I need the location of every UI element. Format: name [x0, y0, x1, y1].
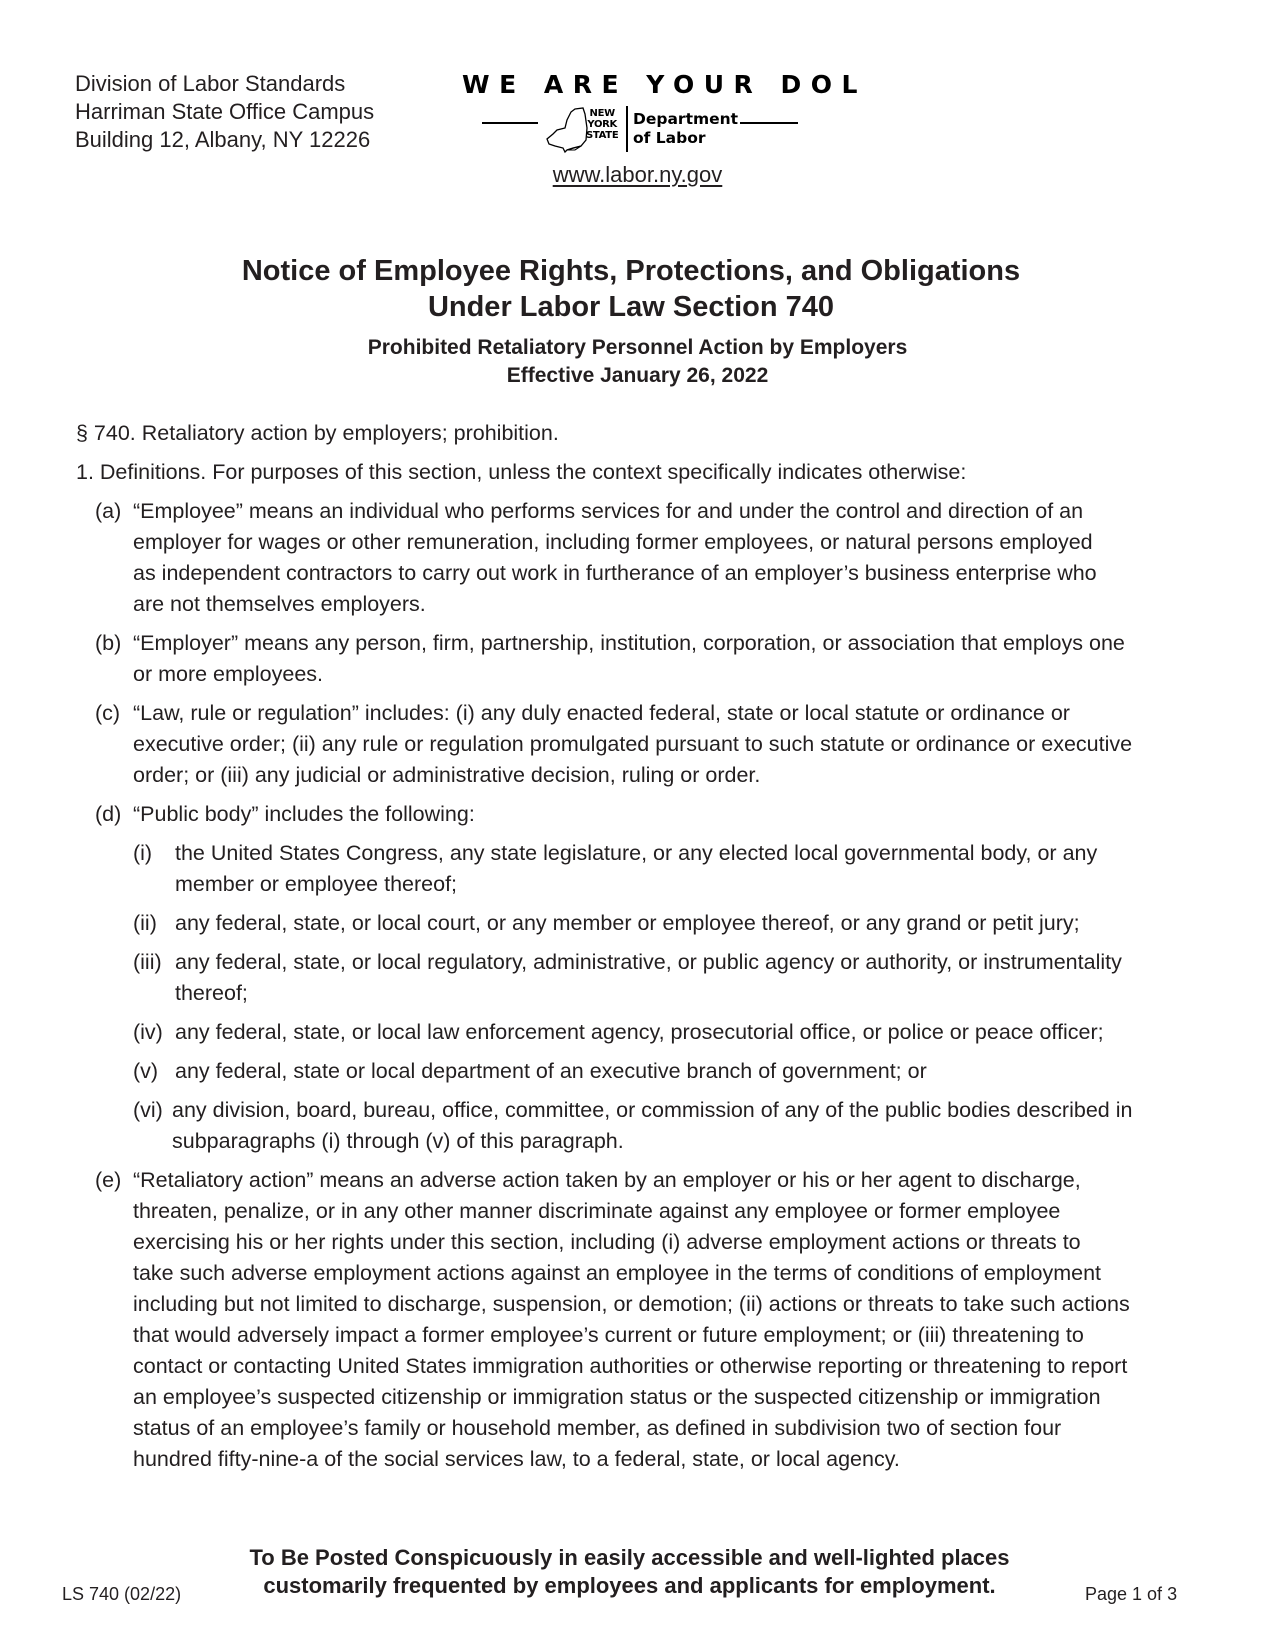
- subitem-text: member or employee thereof;: [175, 872, 458, 896]
- subitem-text: any federal, state or local department of an executive branch of government; or: [175, 1059, 927, 1083]
- subitem-label: (v): [133, 1059, 159, 1083]
- logo-divider: [626, 106, 628, 152]
- notice-title-line2: Under Labor Law Section 740: [427, 291, 835, 323]
- logo-dept-line: Department: [633, 110, 739, 128]
- subitem-text: thereof;: [175, 981, 248, 1005]
- definition-text: contact or contacting United States immigration authorities or otherwise reporting or threatening to report: [133, 1354, 1128, 1378]
- definition-text: “Employee” means an individual who performs services for and under the control and direction of an: [133, 499, 1084, 523]
- definition-text: take such adverse employment actions against an employee in the terms of conditions of employment: [133, 1261, 1102, 1285]
- definition-text: “Employer” means any person, firm, partnership, institution, corporation, or association that employs one: [133, 631, 1125, 655]
- definition-text: or more employees.: [133, 662, 323, 686]
- subitem-text: any division, board, bureau, office, committee, or commission of any of the public bodies described in: [172, 1098, 1133, 1122]
- logo-rule-right: [740, 122, 798, 124]
- definition-text: executive order; (ii) any rule or regulation promulgated pursuant to such statute or ordinance or executive: [133, 732, 1133, 756]
- office-address: [75, 70, 374, 154]
- posting-requirement-line2: customarily frequented by employees and applicants for employment.: [263, 1573, 996, 1598]
- page-number: Page 1 of 3: [1085, 1584, 1178, 1604]
- definition-text: threaten, penalize, or in any other manner discriminate against any employee or former employee: [133, 1199, 1061, 1223]
- dol-tagline: WE ARE YOUR DOL: [462, 70, 867, 99]
- notice-title: Notice of Employee Rights, Protections, and Obligations: [241, 255, 1021, 287]
- definition-text: that would adversely impact a former employee’s current or future employment; or (iii) threatening to: [133, 1323, 1084, 1347]
- department-of-labor-wordmark: [633, 110, 738, 148]
- definition-label: (c): [95, 701, 121, 725]
- logo-state-word: STATE: [586, 130, 619, 141]
- logo-state-word: NEW: [589, 108, 615, 119]
- subitem-label: (iv): [133, 1020, 163, 1044]
- definition-text: are not themselves employers.: [133, 592, 426, 616]
- subitem-text: any federal, state, or local regulatory, administrative, or public agency or authority, or instrumentality: [175, 950, 1122, 974]
- address-line: Harriman State Office Campus: [75, 99, 375, 124]
- subitem-label: (iii): [133, 950, 162, 974]
- website-link[interactable]: www.labor.ny.gov: [552, 162, 723, 187]
- address-line: Building 12, Albany, NY 12226: [75, 127, 371, 152]
- definition-text: exercising his or her rights under this section, including (i) adverse employment actions or threats to: [133, 1230, 1081, 1254]
- effective-date: Effective January 26, 2022: [506, 364, 769, 387]
- address-line: Division of Labor Standards: [75, 71, 346, 96]
- definition-label: (d): [95, 802, 122, 826]
- definition-label: (e): [95, 1168, 122, 1192]
- subitem-text: subparagraphs (i) through (v) of this paragraph.: [172, 1129, 624, 1153]
- logo-rule-left: [482, 122, 538, 124]
- subitem-label: (vi): [133, 1098, 163, 1122]
- new-york-state-wordmark: [586, 108, 618, 141]
- definitions-intro: 1. Definitions. For purposes of this section, unless the context specifically indicates otherwise:: [76, 460, 967, 484]
- definition-text: an employee’s suspected citizenship or immigration status or the suspected citizenship or immigration: [133, 1385, 1101, 1409]
- definition-text: employer for wages or other remuneration, including former employees, or natural persons employed: [133, 530, 1093, 554]
- definition-text: as independent contractors to carry out work in furtherance of an employer’s business enterprise who: [133, 561, 1097, 585]
- posting-requirement: To Be Posted Conspicuously in easily accessible and well-lighted places: [249, 1545, 1010, 1570]
- definition-text: “Retaliatory action” means an adverse action taken by an employer or his or her agent to discharge,: [133, 1168, 1081, 1192]
- subitem-label: (ii): [133, 911, 157, 935]
- definition-text: order; or (iii) any judicial or administrative decision, ruling or order.: [133, 763, 761, 787]
- subitem-text: any federal, state, or local court, or any member or employee thereof, or any grand or petit jury;: [175, 911, 1080, 935]
- subitem-text: any federal, state, or local law enforcement agency, prosecutorial office, or police or peace officer;: [175, 1020, 1104, 1044]
- definition-label: (a): [95, 499, 122, 523]
- subitem-label: (i): [133, 841, 153, 865]
- form-number: LS 740 (02/22): [62, 1584, 182, 1604]
- logo-state-word: YORK: [587, 119, 617, 130]
- definition-text: “Law, rule or regulation” includes: (i) any duly enacted federal, state or local statute or ordinance or: [133, 701, 1070, 725]
- section-heading: § 740. Retaliatory action by employers; prohibition.: [76, 421, 559, 445]
- logo-dept-line: of Labor: [633, 129, 706, 147]
- definition-label: (b): [95, 631, 122, 655]
- definition-text: including but not limited to discharge, suspension, or demotion; (ii) actions or threats to take such actions: [133, 1292, 1130, 1316]
- definition-text: hundred fifty-nine-a of the social services law, to a federal, state, or local agency.: [133, 1447, 900, 1471]
- definition-text: “Public body” includes the following:: [133, 802, 475, 826]
- notice-subtitle: Prohibited Retaliatory Personnel Action by Employers: [367, 336, 908, 359]
- subitem-text: the United States Congress, any state legislature, or any elected local governmental body, or any: [175, 841, 1098, 865]
- definition-text: status of an employee’s family or household member, as defined in subdivision two of section four: [133, 1416, 1062, 1440]
